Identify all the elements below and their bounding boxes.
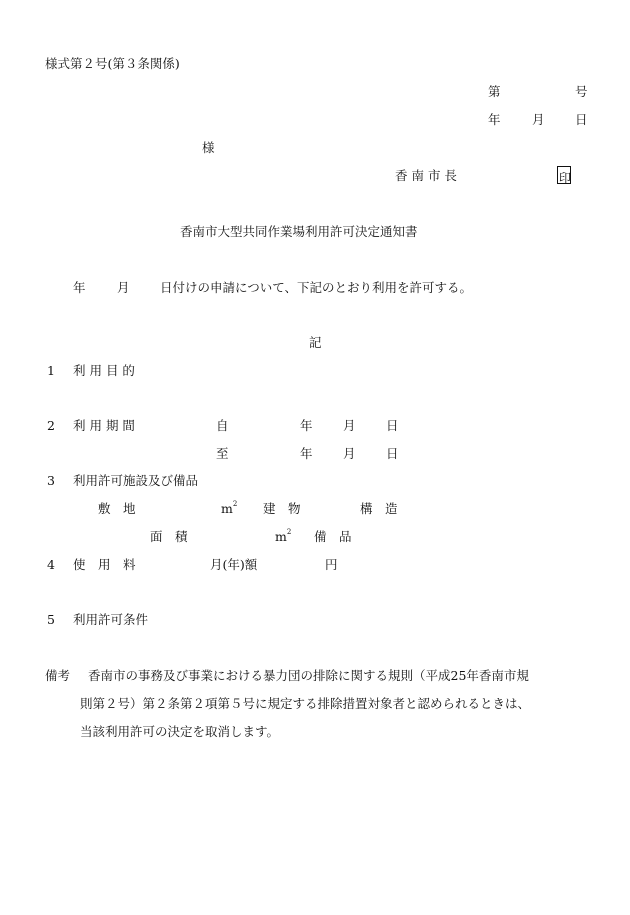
item-1-label: 利 用 目 的 [73, 363, 135, 378]
item-2-number: 2 [47, 418, 55, 433]
item-2-label: 利 用 期 間 [73, 418, 135, 433]
intro-year: 年 [73, 280, 86, 295]
period-to-month: 月 [343, 446, 356, 461]
fee-rate-label: 月(年)額 [210, 557, 258, 572]
ki-heading: 記 [309, 335, 322, 350]
structure-label: 構 造 [360, 501, 398, 516]
mayor-signature: 香 南 市 長 [395, 168, 457, 183]
period-from-year: 年 [300, 418, 313, 433]
note-line-2: 則第２号）第２条第２項第５号に規定する排除措置対象者と認められるときは、 [80, 696, 531, 711]
fee-yen-unit: 円 [325, 557, 338, 572]
site-area-label: 敷 地 [98, 501, 136, 516]
item-5-number: 5 [47, 612, 55, 627]
doc-number-dai: 第 [488, 84, 501, 99]
period-from-day: 日 [386, 418, 399, 433]
date-month: 月 [532, 112, 545, 127]
note-line-3: 当該利用許可の決定を取消します。 [80, 724, 280, 739]
item-5-label: 利用許可条件 [73, 612, 149, 627]
item-3-label: 利用許可施設及び備品 [73, 473, 199, 488]
period-from: 自 [216, 418, 229, 433]
period-to-day: 日 [386, 446, 399, 461]
item-4-label: 使 用 料 [73, 557, 136, 572]
floor-area-label: 面 積 [150, 529, 188, 544]
intro-month: 月 [117, 280, 130, 295]
building-label: 建 物 [263, 501, 301, 516]
item-1-number: 1 [47, 363, 55, 378]
item-3-number: 3 [47, 473, 55, 488]
period-to-year: 年 [300, 446, 313, 461]
seal-stamp: 印 [557, 166, 571, 184]
period-from-month: 月 [343, 418, 356, 433]
equipment-label: 備 品 [314, 529, 352, 544]
floor-area-unit: $m^2$ [275, 528, 292, 544]
date-year: 年 [488, 112, 501, 127]
note-label: 備考 [45, 668, 71, 683]
date-day: 日 [575, 112, 588, 127]
site-area-unit: $m^2$ [221, 500, 238, 516]
item-4-number: 4 [47, 557, 55, 572]
document-title: 香南市大型共同作業場利用許可決定通知書 [180, 224, 418, 239]
addressee-sama: 様 [202, 140, 215, 155]
note-line-1: 香南市の事務及び事業における暴力団の排除に関する規則（平成25年香南市規 [88, 668, 529, 683]
intro-text: 日付けの申請について、下記のとおり利用を許可する。 [160, 280, 473, 295]
form-number: 様式第２号(第３条関係) [45, 56, 180, 71]
doc-number-go: 号 [575, 84, 588, 99]
period-to: 至 [216, 446, 229, 461]
